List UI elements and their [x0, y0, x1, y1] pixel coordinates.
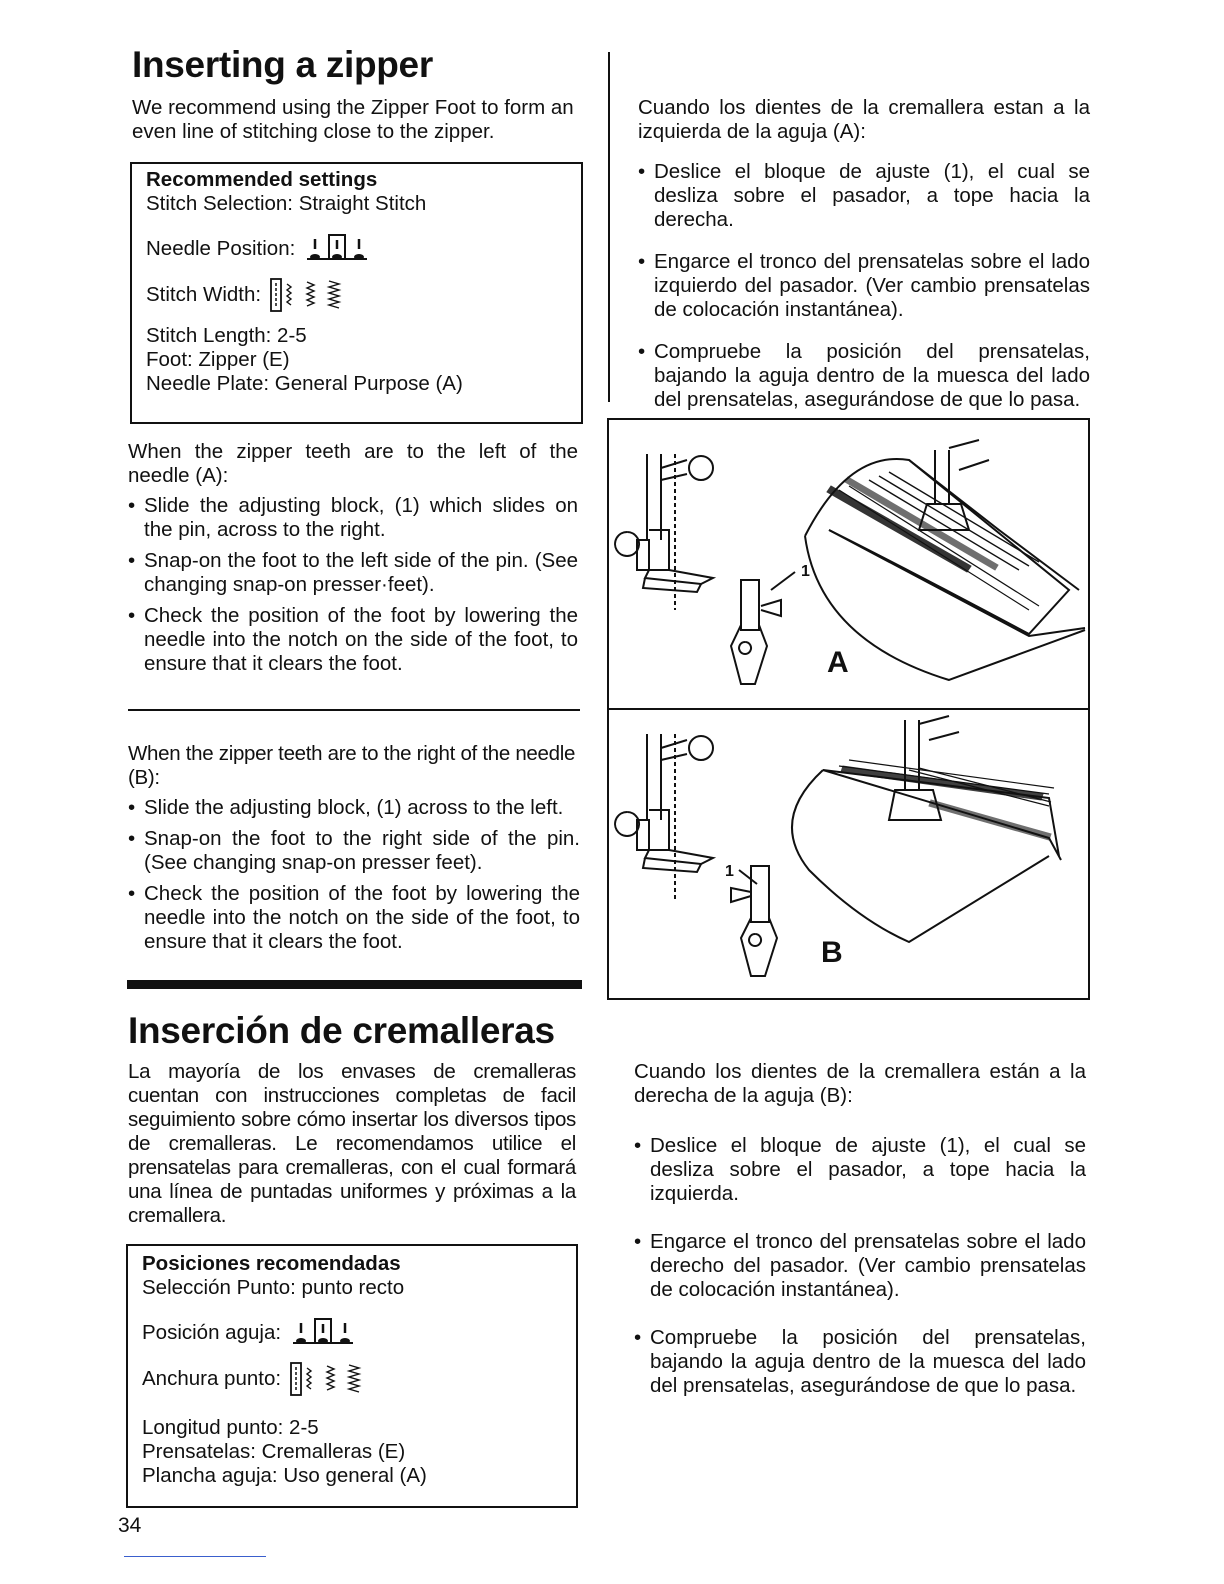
- right-case-intro-es: Cuando los dientes de la cremallera están a la derecha de la aguja (B):: [634, 1060, 1086, 1107]
- figure-a-callout: 1: [801, 563, 810, 580]
- stitch-length: Longitud punto: 2-5: [142, 1416, 319, 1439]
- needle-position-label: Posición aguja:: [142, 1321, 282, 1344]
- page-title-en: Inserting a zipper: [132, 44, 433, 85]
- page-number: 34: [118, 1514, 142, 1537]
- settings-heading: Recommended settings: [146, 168, 378, 191]
- list-item: • Engarce el tronco del prensatelas sobre el lado izquierdo del pasador. (Ver cambio prensatelas de colocación instantánea).: [638, 250, 1090, 322]
- list-item: • Slide the adjusting block, (1) across to the left.: [128, 796, 580, 820]
- foot-setting: Prensatelas: Cremalleras (E): [142, 1440, 406, 1463]
- figure-frame: [607, 418, 1090, 1000]
- intro-en: We recommend using the Zipper Foot to form an even line of stitching close to the zipper.: [132, 96, 574, 143]
- stitch-width-icon: [269, 276, 359, 314]
- column-rule: [608, 52, 610, 402]
- left-case-intro-es: Cuando los dientes de la cremallera estan a la izquierda de la aguja (A):: [638, 96, 1090, 143]
- list-item: • Check the position of the foot by lowering the needle into the notch on the side of the foot, to ensure that it clears the foot.: [128, 604, 578, 676]
- left-case-list-en: [128, 494, 578, 676]
- figure-a-illustration: [609, 420, 1088, 708]
- figure-b-label: B: [821, 936, 843, 969]
- list-item: • Deslice el bloque de ajuste (1), el cual se desliza sobre el pasador, a tope hacia la izquierda.: [634, 1134, 1086, 1206]
- stitch-width-row: [146, 276, 576, 314]
- footer-rule: [124, 1556, 266, 1557]
- figure-b-callout: 1: [725, 863, 734, 880]
- right-case-list-en: [128, 796, 580, 954]
- intro-es: La mayoría de los envases de cremalleras cuentan con instrucciones completas de facil seguimiento sobre cómo insertar los diversos tipos de cremalleras. Le recomendamos utilice el prensatelas para cremalleras, con el cual formará una línea de puntadas uniformes y próximas a la cremallera.: [128, 1060, 576, 1227]
- stitch-width-icon: [289, 1360, 379, 1398]
- needle-plate-setting: Needle Plate: General Purpose (A): [146, 372, 463, 395]
- divider: [128, 709, 580, 711]
- right-case-intro-en: When the zipper teeth are to the right of the needle (B):: [128, 742, 576, 789]
- list-item: • Snap-on the foot to the right side of the pin. (See changing snap-on presser feet).: [128, 827, 580, 875]
- needle-position-label: Needle Position:: [146, 237, 296, 260]
- list-item: • Check the position of the foot by lowering the needle into the notch on the side of the foot, to ensure that it clears the foot.: [128, 882, 580, 954]
- list-item: • Engarce el tronco del prensatelas sobre el lado derecho del pasador. (Ver cambio prensatelas de colocación instantánea).: [634, 1230, 1086, 1302]
- foot-setting: Foot: Zipper (E): [146, 348, 290, 371]
- stitch-selection: Stitch Selection: Straight Stitch: [146, 192, 427, 215]
- needle-position-row: [142, 1314, 570, 1352]
- needle-plate-setting: Plancha aguja: Uso general (A): [142, 1464, 427, 1487]
- settings-box-en: [130, 162, 583, 424]
- page-title-es: Inserción de cremalleras: [128, 1010, 555, 1051]
- stitch-width-label: Stitch Width:: [146, 283, 262, 306]
- needle-position-icon: [303, 231, 371, 267]
- list-item: • Snap-on the foot to the left side of the pin. (See changing snap-on presser·feet).: [128, 549, 578, 597]
- settings-heading: Posiciones recomendadas: [142, 1252, 401, 1275]
- list-item: • Deslice el bloque de ajuste (1), el cual se desliza sobre el pasador, a tope hacia la derecha.: [638, 160, 1090, 232]
- needle-position-row: [146, 230, 576, 268]
- left-case-intro-en: When the zipper teeth are to the left of the needle (A):: [128, 440, 578, 487]
- figure-a-label: A: [827, 646, 849, 679]
- list-item: • Compruebe la posición del prensatelas, bajando la aguja dentro de la muesca del lado del prensatelas, asegurándose de que lo pasa.: [638, 340, 1090, 412]
- stitch-length: Stitch Length: 2-5: [146, 324, 307, 347]
- stitch-selection: Selección Punto: punto recto: [142, 1276, 405, 1299]
- left-case-list-es: [638, 160, 1090, 412]
- figure-b-illustration: [609, 710, 1088, 998]
- stitch-width-label: Anchura punto:: [142, 1367, 282, 1390]
- stitch-width-row: [142, 1360, 570, 1398]
- needle-position-icon: [289, 1315, 357, 1351]
- list-item: • Compruebe la posición del prensatelas, bajando la aguja dentro de la muesca del lado del prensatelas, asegurándose de que lo pasa.: [634, 1326, 1086, 1398]
- list-item: • Slide the adjusting block, (1) which slides on the pin, across to the right.: [128, 494, 578, 542]
- section-rule: [127, 980, 582, 989]
- right-case-list-es: [634, 1134, 1086, 1398]
- settings-box-es: [126, 1244, 578, 1508]
